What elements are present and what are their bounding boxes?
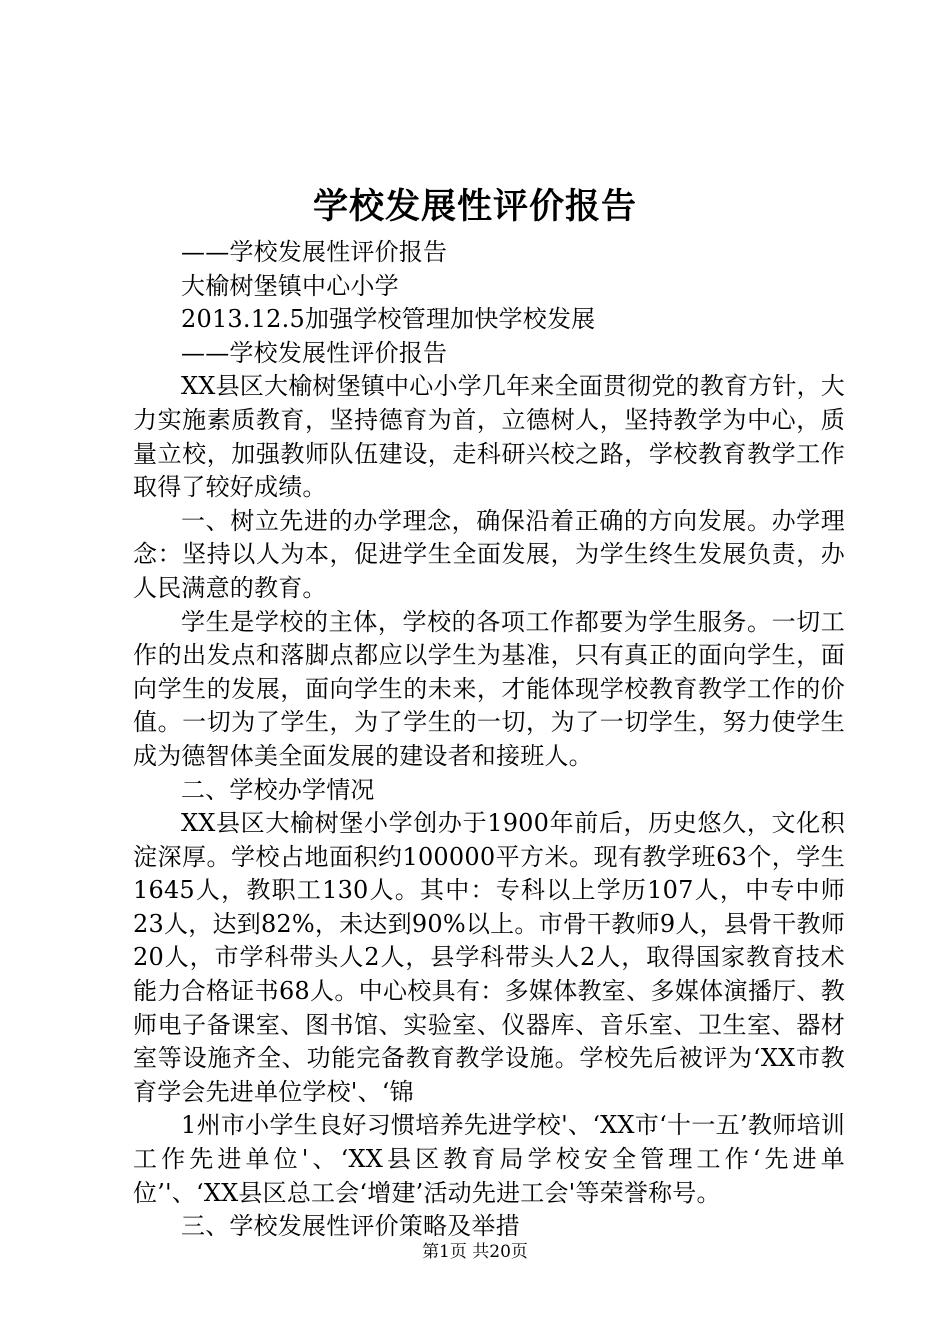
section-two-heading: 二、学校办学情况 bbox=[181, 775, 375, 804]
intro-paragraph: XX县区大榆树堡镇中心小学几年来全面贯彻党的教育方针，大力实施素质教育，坚持德育为首，立德树人，坚持教学为中心，质量立校，加强教师队伍建设，走科研兴校之路，学校教育教学工作取得了较好成绩。 bbox=[133, 372, 845, 502]
school-name-line: 大榆树堡镇中心小学 bbox=[181, 271, 399, 300]
school-situation-paragraph: XX县区大榆树堡小学创办于1900年前后，历史悠久，文化积淀深厚。学校占地面积约100000平方米。现有教学班63个，学生1645人，教职工130人。其中：专科以上学历107人，中专中师23人，达到82%，未达到90%以上。市骨干教师9人，县骨干教师20人，市学科带头人2人，县学科带头人2人，取得国家教育技术能力合格证书68人。中心校具有：多媒体教室、多媒体演播厅、教师电子备课室、图书馆、实验室、仪器库、音乐室、卫生室、器材室等设施齐全、功能完备教育教学设施。学校先后被评为‘XX市教育学会先进单位学校'、‘锦 bbox=[133, 809, 845, 1106]
page-footer: 第1页 共20页 bbox=[422, 1242, 528, 1262]
students-paragraph: 学生是学校的主体，学校的各项工作都要为学生服务。一切工作的出发点和落脚点都应以学生为基准，只有真正的面向学生，面向学生的发展，面向学生的未来，才能体现学校教育教学工作的价值。一切为了学生，为了学生的一切，为了一切学生，努力使学生成为德智体美全面发展的建设者和接班人。 bbox=[133, 607, 845, 770]
subtitle-line: ——学校发展性评价报告 bbox=[181, 238, 448, 266]
honors-paragraph: 1州市小学生良好习惯培养先进学校'、‘XX市‘十一五’教师培训工作先进单位'、‘XX县区教育局学校安全管理工作‘先进单位’'、‘XX县区总工会‘增建’活动先进工会'等荣誉称号。 bbox=[133, 1111, 845, 1207]
section-three-heading: 三、学校发展性评价策略及举措 bbox=[181, 1212, 520, 1241]
document-body bbox=[133, 236, 845, 1244]
section-one-paragraph: 一、树立先进的办学理念，确保沿着正确的方向发展。办学理念：坚持以人为本，促进学生全面发展，为学生终生发展负责，办人民满意的教育。 bbox=[133, 506, 845, 602]
date-heading-line: 2013.12.5加强学校管理加快学校发展 bbox=[181, 305, 596, 334]
subtitle-line-repeat: ——学校发展性评价报告 bbox=[181, 338, 448, 367]
document-title: 学校发展性评价报告 bbox=[312, 186, 637, 227]
